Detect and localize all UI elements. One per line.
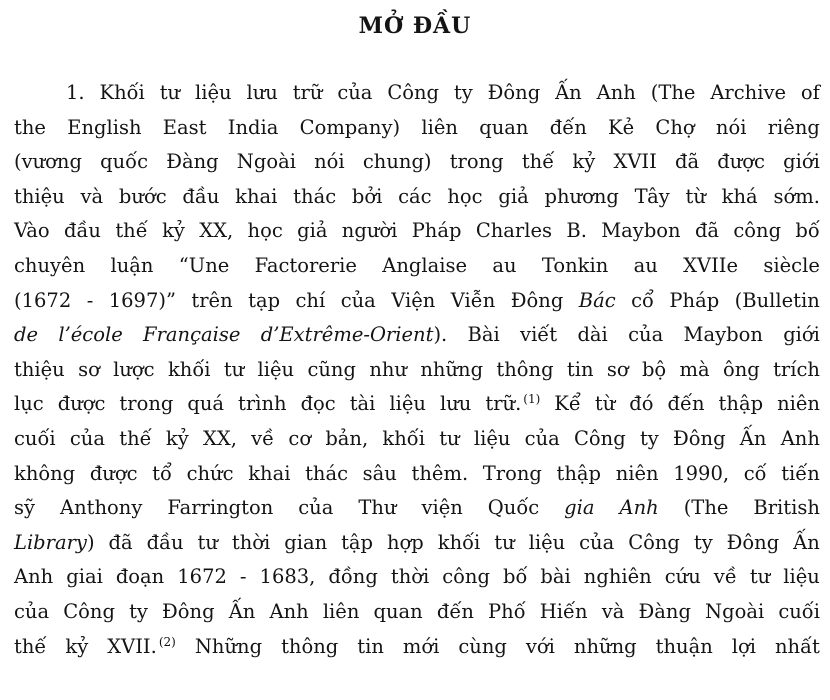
word: được [89, 461, 138, 485]
word: Thư [358, 496, 397, 520]
text-line [14, 76, 820, 111]
text-line [14, 284, 820, 319]
paragraph [14, 76, 820, 664]
word: 1697)” [108, 288, 176, 312]
word: Công [628, 530, 680, 554]
word: lợi [731, 634, 756, 658]
word: Tonkin [541, 253, 609, 277]
word: Bác [578, 288, 616, 312]
word: liệu [473, 426, 511, 450]
footnote-marker[interactable]: (2) [158, 634, 176, 649]
text-line [14, 353, 820, 388]
word: khá [721, 184, 758, 208]
word: cơ [288, 426, 312, 450]
word: thêm. [411, 461, 469, 485]
word: Pháp [669, 288, 720, 312]
word: East [162, 115, 207, 139]
word: tin [357, 634, 384, 658]
word: XVII. $^{(2)}$ [107, 634, 176, 658]
word: Khối [99, 81, 145, 104]
word: thời [231, 530, 271, 554]
word: Farrington [167, 496, 274, 520]
word: (The [650, 81, 696, 104]
word: hợp [387, 530, 424, 554]
word: Đông [726, 530, 780, 554]
word: kỷ [572, 150, 596, 174]
word: sỹ [14, 496, 36, 520]
word: đọc [300, 392, 336, 416]
word: của [337, 81, 373, 104]
word: (The [683, 496, 729, 520]
word: British [753, 496, 820, 520]
word: Trong [482, 461, 542, 485]
word: khối [167, 357, 211, 381]
word: Hiến [539, 599, 588, 623]
word: Ngoài [705, 599, 765, 623]
word: khai [235, 184, 278, 208]
word: kỷ [165, 426, 189, 450]
word: được [57, 392, 106, 416]
word: Kẻ [608, 115, 635, 139]
word: phương [544, 184, 619, 208]
word: Ấn [739, 426, 767, 450]
word: mới [402, 634, 440, 658]
word: - [86, 288, 94, 312]
word: tin [566, 357, 594, 381]
word: và [80, 184, 104, 208]
word: Bài [467, 323, 500, 347]
word: của [524, 426, 560, 450]
word: niên [615, 461, 659, 485]
word: quốc [100, 150, 149, 174]
word: liệu [528, 530, 566, 554]
word: Đàng [638, 599, 691, 623]
word: Vào [14, 219, 50, 243]
word: gia [564, 496, 595, 520]
word: thác [293, 184, 337, 208]
word: (vương [14, 150, 82, 174]
word: bước [118, 184, 167, 208]
word: thế [14, 634, 47, 658]
word: cuối [778, 599, 820, 623]
word: Tây [634, 184, 670, 208]
word: niên [777, 392, 820, 416]
word: XX, [202, 426, 237, 450]
word: ông [722, 357, 760, 381]
word: Anthony [60, 496, 143, 520]
word: Những [194, 634, 263, 658]
word: khai [248, 461, 291, 485]
word: Công [574, 426, 626, 450]
word: đến [667, 392, 705, 416]
word: luận [110, 253, 154, 277]
text-line [14, 214, 820, 249]
word: học [247, 219, 283, 243]
word: tư [494, 530, 515, 554]
word: như [369, 357, 407, 381]
text-line [14, 387, 820, 422]
word: ty [129, 599, 148, 623]
word: Charles [475, 219, 553, 243]
word: d’Extrême-Orient). [260, 323, 448, 347]
word: từ [594, 392, 616, 416]
word: trong [449, 150, 504, 174]
text-line [14, 595, 820, 630]
word: chung) [362, 150, 432, 174]
word: trên [191, 288, 233, 312]
word: “Une [178, 253, 230, 277]
word: Archive [710, 81, 787, 104]
word: liệu [194, 81, 232, 104]
word: liệu [257, 357, 295, 381]
text-line [14, 318, 820, 353]
word: tư [223, 357, 245, 381]
word: Công [63, 599, 115, 623]
word: tiến [781, 461, 820, 485]
word: mà [679, 357, 710, 381]
word: trong [119, 392, 174, 416]
word: liệu [389, 392, 426, 416]
word: các [398, 184, 432, 208]
text-line [14, 422, 820, 457]
word: Maybon [601, 219, 681, 243]
word: những [420, 357, 484, 381]
word: đồng [328, 565, 378, 589]
word: lược [113, 357, 155, 381]
word: trình [238, 392, 287, 416]
word: bộ [641, 357, 667, 381]
word: B. [566, 219, 587, 243]
text-line [14, 491, 820, 526]
word: thập [718, 392, 764, 416]
word: ty [453, 81, 473, 104]
word: của [298, 496, 334, 520]
text-line [14, 457, 820, 492]
word: tập [341, 530, 374, 554]
word: đầu [182, 184, 220, 208]
word: thông [496, 357, 554, 381]
word: Library) [14, 530, 95, 554]
word: người [341, 219, 398, 243]
page-title: MỞ ĐẦU [358, 13, 472, 39]
word: dài [577, 323, 608, 347]
word: bài [540, 565, 571, 589]
word: lưu [440, 392, 472, 416]
text-line [14, 526, 820, 561]
word: giới [783, 150, 820, 174]
word: (1672 [14, 288, 72, 312]
word: về [713, 565, 737, 589]
text-line [14, 630, 820, 665]
word: giả [297, 219, 328, 243]
text-line [14, 111, 820, 146]
word: thế [119, 426, 152, 450]
word: lưu [246, 81, 278, 104]
word: công [442, 565, 490, 589]
footnote-marker[interactable]: (1) [523, 392, 541, 407]
word: liệu [783, 565, 820, 589]
word: viết [520, 323, 558, 347]
word: khối [382, 426, 425, 450]
word: giới [783, 323, 820, 347]
word: thiệu [14, 357, 65, 381]
word: đầu [146, 530, 184, 554]
word: 1990, [673, 461, 730, 485]
word: Anh [269, 599, 309, 623]
word: au [633, 253, 658, 277]
word: tài [349, 392, 376, 416]
word: cứu [664, 565, 701, 589]
word: Công [387, 81, 440, 104]
word: quan [373, 599, 423, 623]
word: Đông [673, 426, 726, 450]
word: kỷ [162, 219, 185, 243]
word: công [733, 219, 782, 243]
word: Anh [14, 565, 54, 589]
word: XX, [199, 219, 234, 243]
word: đã [108, 530, 133, 554]
word: thuận [655, 634, 713, 658]
word: Anh [780, 426, 820, 450]
word: giai [66, 565, 103, 589]
word: bố [502, 565, 528, 589]
word: đến [436, 599, 474, 623]
word: Đông [510, 288, 564, 312]
word: và [601, 599, 625, 623]
word: thời [390, 565, 430, 589]
word: của [628, 323, 664, 347]
word: Ấn [793, 530, 820, 554]
word: khối [437, 530, 481, 554]
word: liên [322, 599, 360, 623]
word: không [14, 461, 76, 485]
text-line [14, 145, 820, 180]
word: kỷ [65, 634, 89, 658]
word: của [14, 599, 50, 623]
word: Kể [554, 392, 581, 416]
word: Phố [488, 599, 526, 623]
word: nhất [774, 634, 820, 658]
word: cuối [14, 426, 56, 450]
word: ty [693, 530, 713, 554]
word: (Bulletin [734, 288, 820, 312]
word: cùng [458, 634, 507, 658]
word: của [340, 288, 376, 312]
word: Viện [391, 288, 436, 312]
text-line [14, 249, 820, 284]
word: thác [305, 461, 349, 485]
word: thông [281, 634, 339, 658]
word: đã [694, 219, 720, 243]
word: 1683, [259, 565, 316, 589]
word: Đàng [166, 150, 219, 174]
word: Anglaise [382, 253, 468, 277]
word: thiệu [14, 184, 65, 208]
word: chuyên [14, 253, 86, 277]
word: Đông [162, 599, 215, 623]
text-line [14, 560, 820, 595]
word: nói [314, 150, 345, 174]
word: the [14, 115, 46, 139]
word: thế [521, 150, 555, 174]
word: giả [498, 184, 529, 208]
word: tư [439, 426, 460, 450]
word: lục [14, 392, 44, 416]
word: Viễn [450, 288, 496, 312]
word: de [14, 323, 39, 347]
word: đến [549, 115, 587, 139]
word: quan [479, 115, 529, 139]
word: cũng [307, 357, 356, 381]
word: Quốc [487, 496, 540, 520]
word: chí [295, 288, 326, 312]
word: English [67, 115, 142, 139]
word: Chợ [655, 115, 695, 139]
word: tổ [152, 461, 172, 485]
word: sâu [362, 461, 397, 485]
word: tư [749, 565, 771, 589]
word: sơ [78, 357, 100, 381]
word: về [251, 426, 275, 450]
word: cổ [631, 288, 654, 312]
word: gian [284, 530, 328, 554]
word: Maybon [683, 323, 763, 347]
word: trữ. $^{(1)}$ [485, 392, 541, 416]
word: XVII [613, 150, 657, 174]
word: đó [629, 392, 654, 416]
text-line [14, 180, 820, 215]
word: viện [421, 496, 463, 520]
word: siècle [763, 253, 820, 277]
word: Pháp [411, 219, 462, 243]
word: Đông [487, 81, 541, 104]
word: tư [159, 81, 181, 104]
word: 1672 [177, 565, 227, 589]
word: của [579, 530, 615, 554]
word: sơ [606, 357, 629, 381]
word: Anh [596, 81, 636, 104]
word: học [447, 184, 483, 208]
word: bởi [351, 184, 383, 208]
word: Company) [299, 115, 401, 139]
word: sớm. [773, 184, 820, 208]
word: Factorerie [254, 253, 357, 277]
word: những [573, 634, 637, 658]
word: Ngoài [236, 150, 296, 174]
word: tư [197, 530, 218, 554]
word: của [69, 426, 105, 450]
word: nói [715, 115, 747, 139]
word: liên [421, 115, 458, 139]
word: l’école [58, 323, 123, 347]
word: đã [674, 150, 700, 174]
word: - [239, 565, 247, 589]
word: XVIIe [683, 253, 739, 277]
word: bản, [325, 426, 369, 450]
word: nghiên [583, 565, 652, 589]
word: trích [773, 357, 820, 381]
word: 1. [66, 81, 85, 104]
word: Anh [619, 496, 659, 520]
word: được [717, 150, 765, 174]
word: India [227, 115, 279, 139]
word: cố [743, 461, 767, 485]
word: đầu [64, 219, 101, 243]
word: quá [187, 392, 225, 416]
word: Française [143, 323, 241, 347]
word: đoạn [115, 565, 165, 589]
word: of [800, 81, 820, 104]
word: tạp [248, 288, 281, 312]
word: thập [556, 461, 602, 485]
word: thế [115, 219, 148, 243]
word: riêng [767, 115, 820, 139]
word: từ [685, 184, 706, 208]
word: bố [795, 219, 820, 243]
word: Ấn [555, 81, 582, 104]
word: Ấn [228, 599, 256, 623]
word: ty [639, 426, 659, 450]
word: chức [186, 461, 234, 485]
word: trữ [292, 81, 323, 104]
word: với [525, 634, 555, 658]
word: au [492, 253, 517, 277]
